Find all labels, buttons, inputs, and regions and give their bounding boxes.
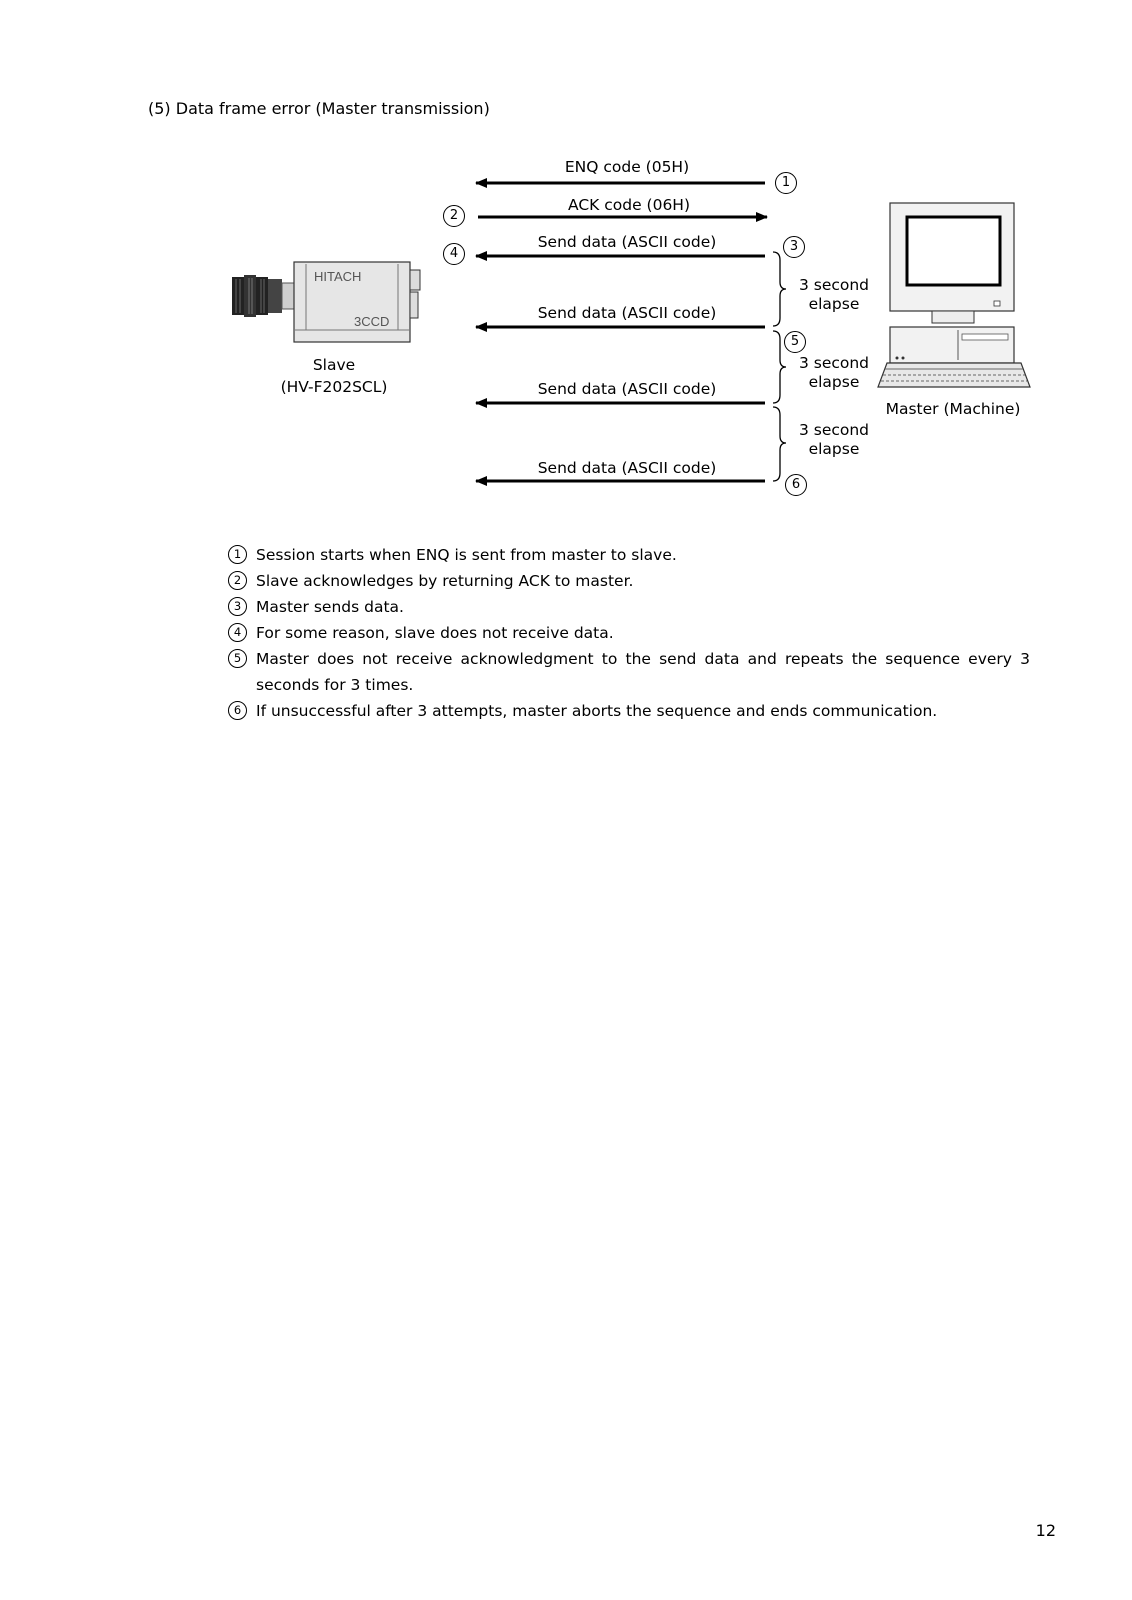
message-label: ACK code (06H) xyxy=(567,196,691,214)
message-label: Send data (ASCII code) xyxy=(537,380,717,398)
step-marker: 2 xyxy=(443,205,465,227)
note-marker: 1 xyxy=(228,545,247,564)
note-text: Master sends data. xyxy=(256,598,404,616)
computer-icon xyxy=(878,203,1030,387)
elapse-label xyxy=(789,421,879,459)
note-text: Master does not receive acknowledgment to the send data and repeats the sequence every 3 seconds for 3 times. xyxy=(256,650,1030,694)
note-marker: 6 xyxy=(228,701,247,720)
elapse-label xyxy=(789,354,879,392)
message-label: Send data (ASCII code) xyxy=(537,304,717,322)
note-marker: 5 xyxy=(228,649,247,668)
elapse-line2: elapse xyxy=(808,440,860,458)
step-marker: 5 xyxy=(784,331,806,353)
list-item xyxy=(228,568,1030,594)
page-number: 12 xyxy=(1035,1521,1056,1540)
list-item xyxy=(228,542,1030,568)
step-marker: 4 xyxy=(443,243,465,265)
step-marker: 6 xyxy=(785,474,807,496)
elapse-line1: 3 second xyxy=(798,421,870,439)
brace-elapse-3 xyxy=(773,407,786,481)
note-text: If unsuccessful after 3 attempts, master aborts the sequence and ends communication. xyxy=(256,702,938,720)
note-marker: 4 xyxy=(228,623,247,642)
list-item xyxy=(228,620,1030,646)
note-marker: 2 xyxy=(228,571,247,590)
notes-list xyxy=(228,542,1030,724)
slave-model: (HV-F202SCL) xyxy=(280,378,388,396)
master-label: Master (Machine) xyxy=(885,400,1021,418)
elapse-line1: 3 second xyxy=(798,276,870,294)
note-text: For some reason, slave does not receive data. xyxy=(256,624,614,642)
message-label: ENQ code (05H) xyxy=(564,158,690,176)
message-label: Send data (ASCII code) xyxy=(537,233,717,251)
note-text: Slave acknowledges by returning ACK to master. xyxy=(256,572,634,590)
camera-brand: HITACH xyxy=(314,269,362,284)
elapse-line2: elapse xyxy=(808,295,860,313)
elapse-line2: elapse xyxy=(808,373,860,391)
step-marker: 1 xyxy=(775,172,797,194)
list-item xyxy=(228,594,1030,620)
note-marker: 3 xyxy=(228,597,247,616)
step-marker: 3 xyxy=(783,236,805,258)
list-item xyxy=(228,698,1030,724)
note-text: Session starts when ENQ is sent from master to slave. xyxy=(256,546,677,564)
elapse-line1: 3 second xyxy=(798,354,870,372)
camera-type: 3CCD xyxy=(354,314,390,329)
message-label: Send data (ASCII code) xyxy=(537,459,717,477)
brace-elapse-1 xyxy=(773,252,786,326)
section-heading: (5) Data frame error (Master transmission) xyxy=(148,99,490,118)
list-item xyxy=(228,646,1030,698)
slave-label: Slave xyxy=(312,356,356,374)
elapse-label xyxy=(789,276,879,314)
